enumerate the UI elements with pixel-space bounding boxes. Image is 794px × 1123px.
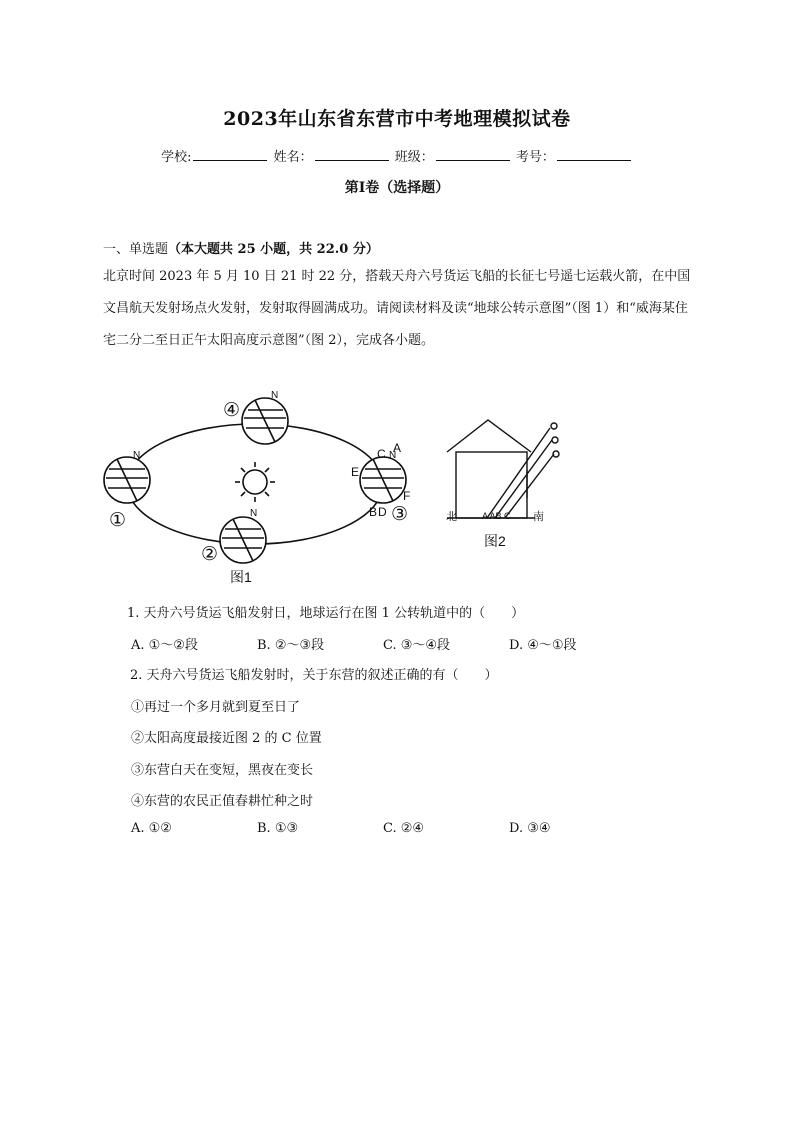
school-blank[interactable] [193, 148, 267, 161]
figure-1-caption: 图1 [230, 569, 252, 585]
pole-label-4: N [271, 390, 279, 401]
section-detail: （本大题共 25 小题，共 22.0 分） [168, 242, 379, 257]
question-1-stem: 1. 天舟六号货运飞船发射日，地球运行在图 1 公转轨道中的（ ） [127, 606, 525, 621]
question-2-stem: 2. 天舟六号货运飞船发射时，关于东营的叙述正确的有（ ） [130, 668, 498, 683]
position-label-2: ② [201, 544, 219, 565]
q2-option-a[interactable]: A. ①② [131, 821, 172, 836]
house-wall [456, 452, 527, 518]
sun-icon [235, 462, 275, 502]
q1-option-b[interactable]: B. ②～③段 [257, 638, 325, 653]
position-label-4: ④ [223, 400, 241, 421]
section-label: 一、单选题 [103, 242, 169, 257]
volume-heading: 第I卷（选择题） [344, 180, 450, 196]
sun-icon [551, 423, 557, 429]
name-label: 姓名： [273, 150, 313, 165]
class-label: 班级： [394, 150, 434, 165]
section-heading [103, 238, 379, 257]
page-title: 2023年山东省东营市中考地理模拟试卷 [223, 108, 571, 130]
exam-no-label: 考号： [515, 150, 555, 165]
earth-position-4 [242, 398, 288, 444]
earth-position-1 [104, 457, 150, 503]
earth-position-3 [360, 457, 406, 503]
letter-f: F [403, 489, 411, 503]
exam-no-blank[interactable] [557, 148, 631, 161]
south-label: 南 [533, 511, 544, 523]
q1-option-d[interactable]: D. ④～①段 [509, 638, 577, 653]
q1-option-c[interactable]: C. ③～④段 [383, 638, 451, 653]
q2-option-c[interactable]: C. ②④ [383, 821, 425, 836]
q2-statement-1: ①再过一个多月就到夏至日了 [131, 700, 301, 715]
letter-d: D [378, 505, 387, 519]
position-label-3: ③ [391, 504, 409, 525]
figure-2-caption: 图2 [484, 533, 506, 549]
earth-position-2 [220, 517, 266, 563]
figures [95, 388, 585, 588]
student-info-line [0, 146, 794, 165]
letter-b: B [369, 505, 378, 519]
figure-2-house-sun-angle [447, 420, 559, 518]
house-roof [447, 420, 531, 452]
q2-option-d[interactable]: D. ③④ [509, 821, 551, 836]
q2-option-b[interactable]: B. ①③ [257, 821, 299, 836]
ground-letters: A AB C [482, 511, 511, 521]
class-blank[interactable] [436, 148, 510, 161]
letter-c: C [377, 447, 386, 461]
name-blank[interactable] [315, 148, 389, 161]
sun-ray-a [487, 428, 550, 518]
pole-label-3: N [389, 450, 397, 461]
sun-icon [552, 437, 558, 443]
school-label: 学校: [161, 150, 192, 165]
figure-1-earth-revolution [104, 398, 409, 563]
letter-a: A [393, 441, 402, 455]
q2-statement-3: ③东营白天在变短，黑夜在变长 [131, 763, 314, 778]
north-label: 北 [446, 511, 457, 523]
q2-statement-4: ④东营的农民正值春耕忙种之时 [131, 794, 314, 809]
position-label-1: ① [109, 510, 127, 531]
q2-statement-2: ②太阳高度最接近图 2 的 C 位置 [131, 731, 322, 746]
letter-e: E [351, 465, 360, 479]
pole-label-2: N [250, 508, 258, 519]
sun-ray-c [505, 454, 554, 518]
pole-label-1: N [133, 450, 141, 461]
passage: 北京时间 2023 年 5 月 10 日 21 时 22 分，搭载天舟六号货运飞船的长征七号遥七运载火箭，在中国文昌航天发射场点火发射，发射取得圆满成功。请阅读材料及读“地球公转示意图”（图 1）和“威海某住宅二分二至日正午太阳高度示意图”（图 2），完成各小题。 [103, 269, 691, 348]
q1-option-a[interactable]: A. ①～②段 [131, 638, 198, 653]
